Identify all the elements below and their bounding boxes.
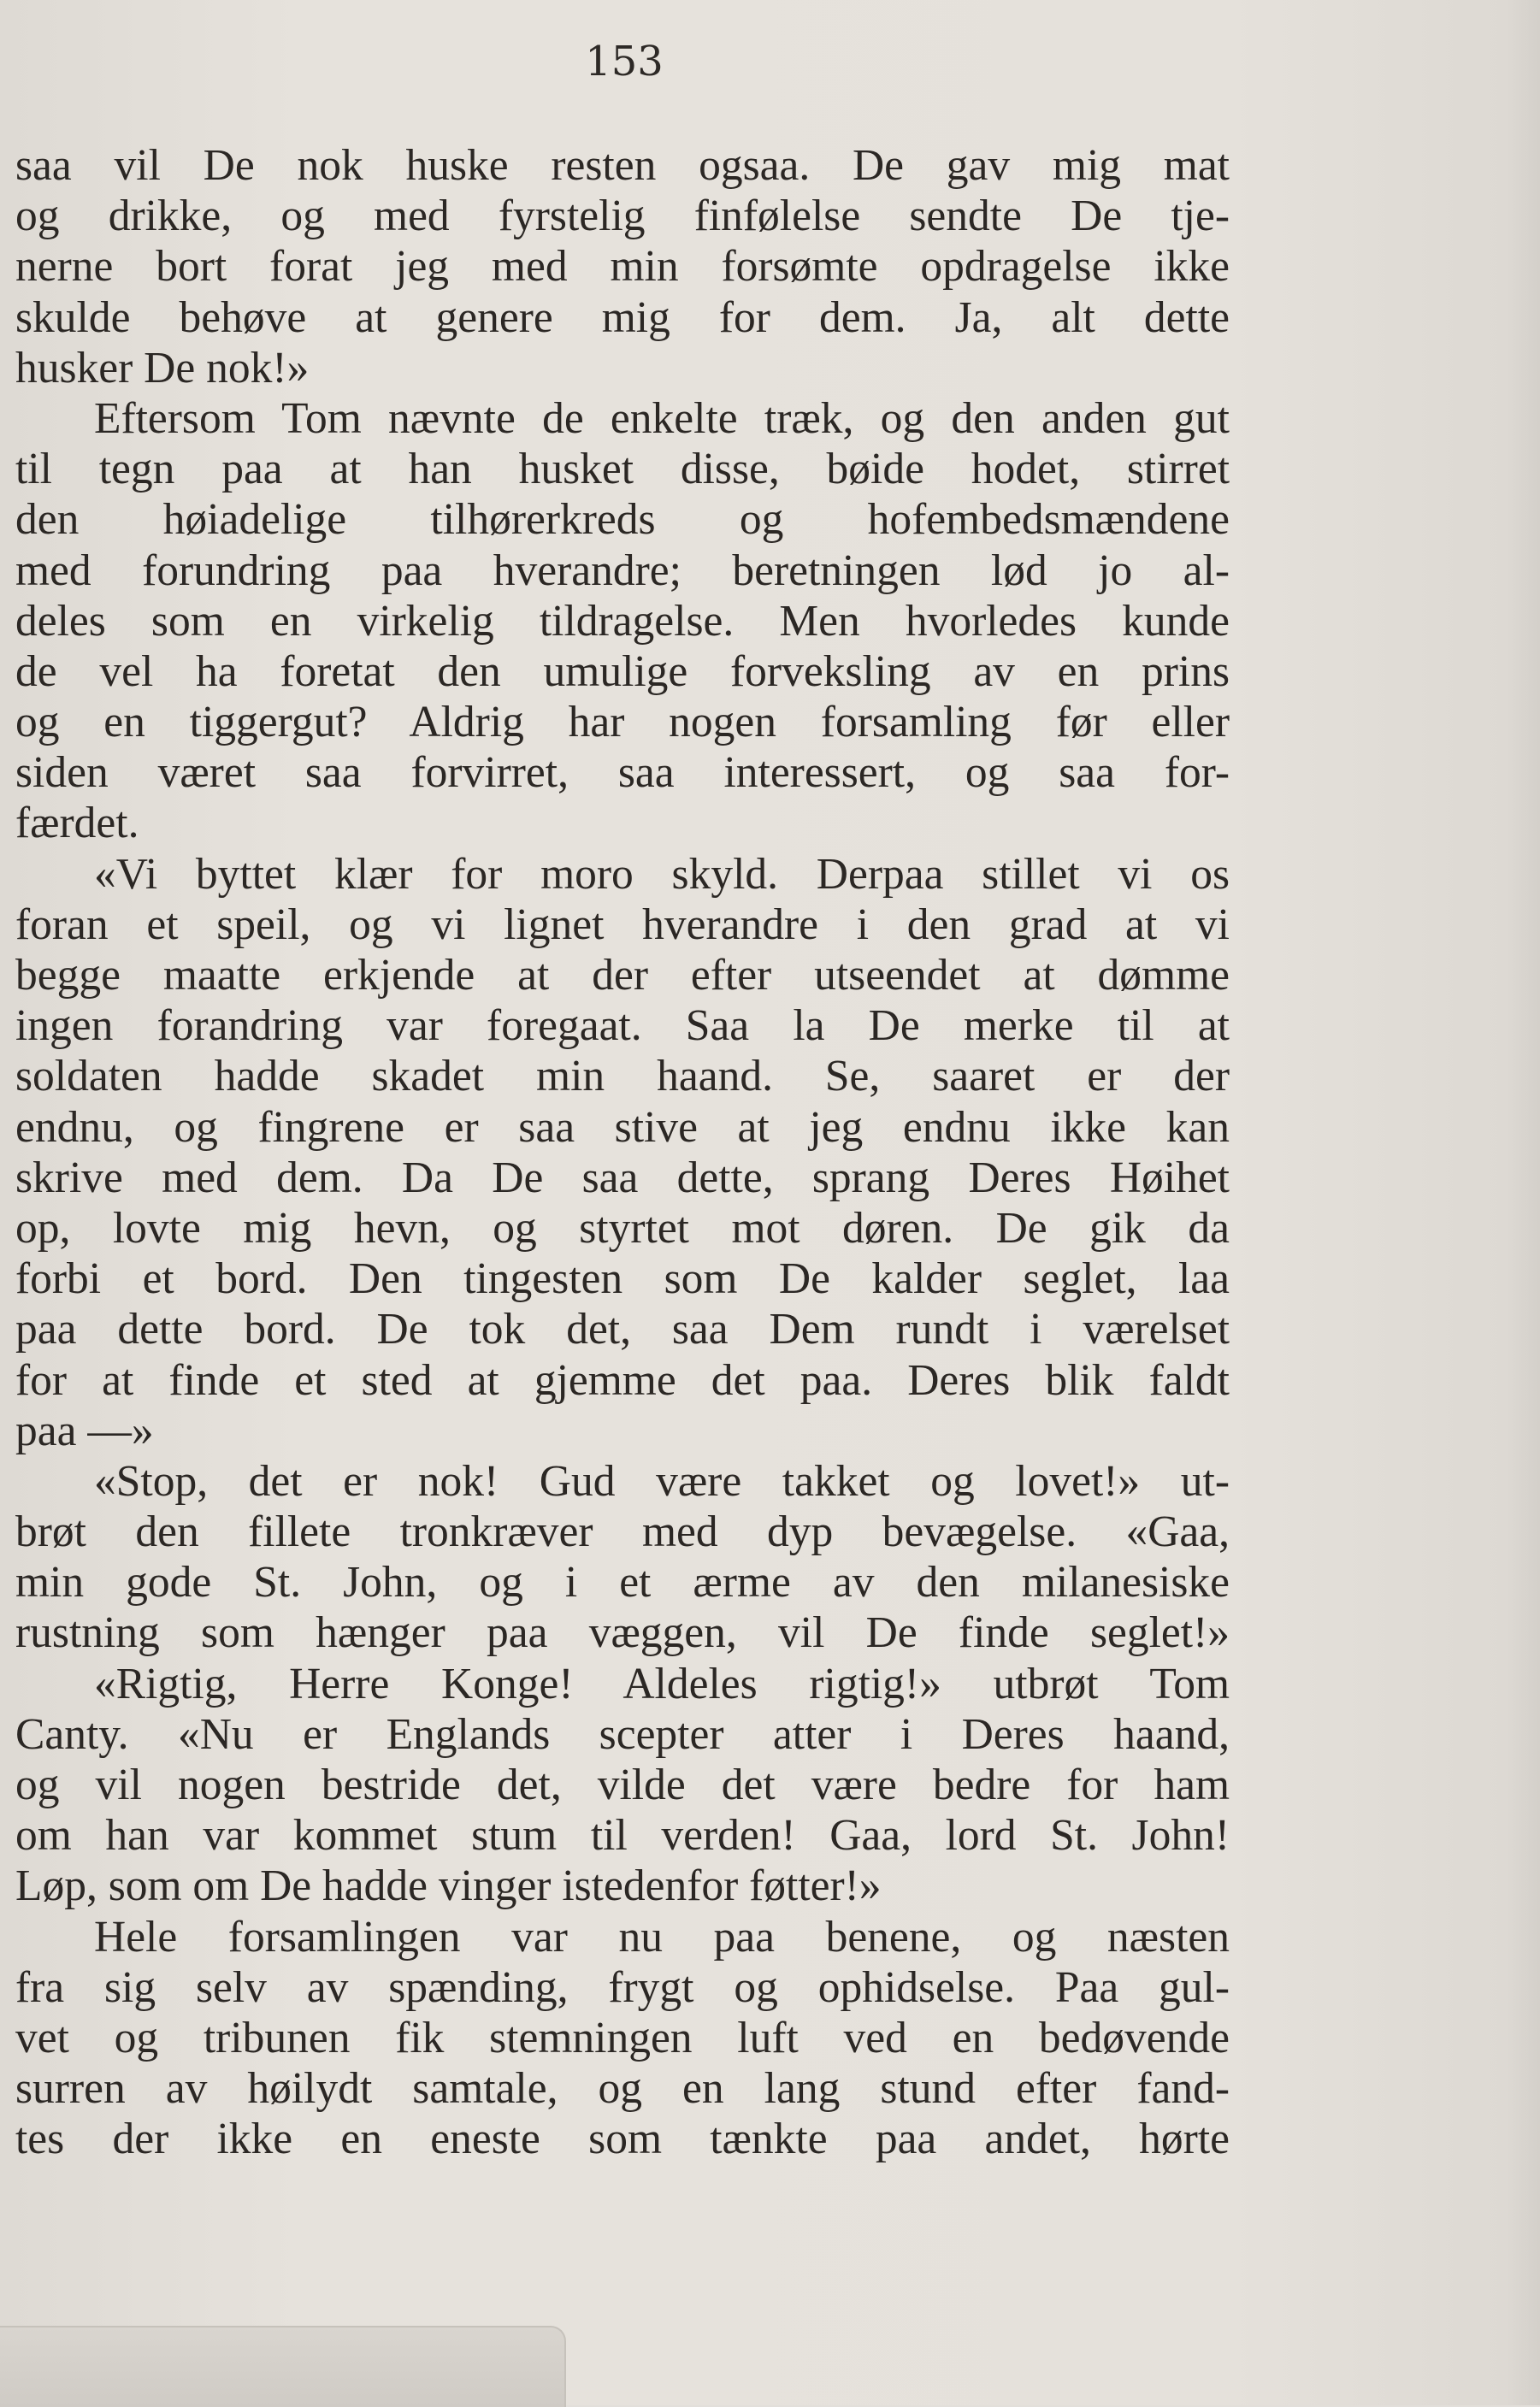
text-line: færdet. [15,799,139,848]
text-line: fra sig selv av spænding, frygt og ophidselse. Paa gul- [15,1962,1230,2012]
text-line: skrive med dem. Da De saa dette, sprang Deres Høihet [15,1153,1230,1202]
text-line: ingen forandring var foregaat. Saa la De merke til at [15,1001,1230,1051]
text-line: saa vil De nok huske resten ogsaa. De gav mig mat [15,141,1230,190]
text-line: brøt den fillete tronkræver med dyp bevægelse. «Gaa, [15,1507,1230,1557]
text-line: vet og tribunen fik stemningen luft ved en bedøvende [15,2013,1230,2062]
text-line: forbi et bord. Den tingesten som De kalder seglet, laa [15,1254,1230,1304]
text-line: begge maatte erkjende at der efter utseendet at dømme [15,951,1230,1000]
text-line: foran et speil, og vi lignet hverandre i den grad at vi [15,900,1230,949]
text-line: Løp, som om De hadde vinger istedenfor føtter!» [15,1861,882,1911]
text-line: op, lovte mig hevn, og styrtet mot døren. De gik da [15,1203,1230,1253]
page-edge-shadow [1506,0,1540,2405]
text-line: til tegn paa at han husket disse, bøide hodet, stirret [15,445,1230,494]
text-line: «Rigtig, Herre Konge! Aldeles rigtig!» utbrøt Tom [94,1659,1230,1708]
text-line: soldaten hadde skadet min haand. Se, saaret er der [15,1052,1230,1101]
text-line: skulde behøve at genere mig for dem. Ja, alt dette [15,292,1230,342]
page-bottom-edge [0,2326,566,2407]
text-line: Hele forsamlingen var nu paa benene, og næsten [94,1912,1230,1962]
text-line: de vel ha foretat den umulige forveksling av en prins [15,646,1230,696]
text-line: Eftersom Tom nævnte de enkelte træk, og den anden gut [94,393,1230,443]
text-line: «Vi byttet klær for moro skyld. Derpaa stillet vi os [94,849,1230,899]
body-text [15,140,1230,2165]
text-line: husker De nok!» [15,343,310,392]
text-line: deles som en virkelig tildragelse. Men hvorledes kunde [15,596,1230,646]
text-line: paa dette bord. De tok det, saa Dem rundt i værelset [15,1305,1230,1354]
text-line: surren av høilydt samtale, og en lang stund efter fand- [15,2064,1230,2114]
text-line: nerne bort forat jeg med min forsømte opdragelse ikke [15,242,1230,292]
text-line: den høiadelige tilhørerkreds og hofembedsmændene [15,495,1230,545]
text-line: siden været saa forvirret, saa interessert, og saa for- [15,748,1230,798]
text-line: «Stop, det er nok! Gud være takket og lovet!» ut- [94,1456,1230,1506]
page-number: 153 [585,38,664,86]
text-line: og drikke, og med fyrstelig finfølelse sendte De tje- [15,192,1230,241]
text-line: og en tiggergut? Aldrig har nogen forsamling før eller [15,698,1230,747]
text-line: tes der ikke en eneste som tænkte paa andet, hørte [15,2115,1230,2164]
text-line: endnu, og fingrene er saa stive at jeg endnu ikke kan [15,1102,1230,1152]
text-line: rustning som hænger paa væggen, vil De finde seglet!» [15,1608,1230,1658]
text-line: min gode St. John, og i et ærme av den milanesiske [15,1558,1230,1608]
text-line: Canty. «Nu er Englands scepter atter i Deres haand, [15,1709,1230,1759]
text-line: for at finde et sted at gjemme det paa. Deres blik faldt [15,1355,1230,1405]
text-line: med forundring paa hverandre; beretningen lød jo al- [15,546,1230,595]
text-line: om han var kommet stum til verden! Gaa, lord St. John! [15,1811,1230,1861]
text-line: og vil nogen bestride det, vilde det være bedre for ham [15,1761,1230,1809]
text-line: paa —» [15,1406,154,1455]
